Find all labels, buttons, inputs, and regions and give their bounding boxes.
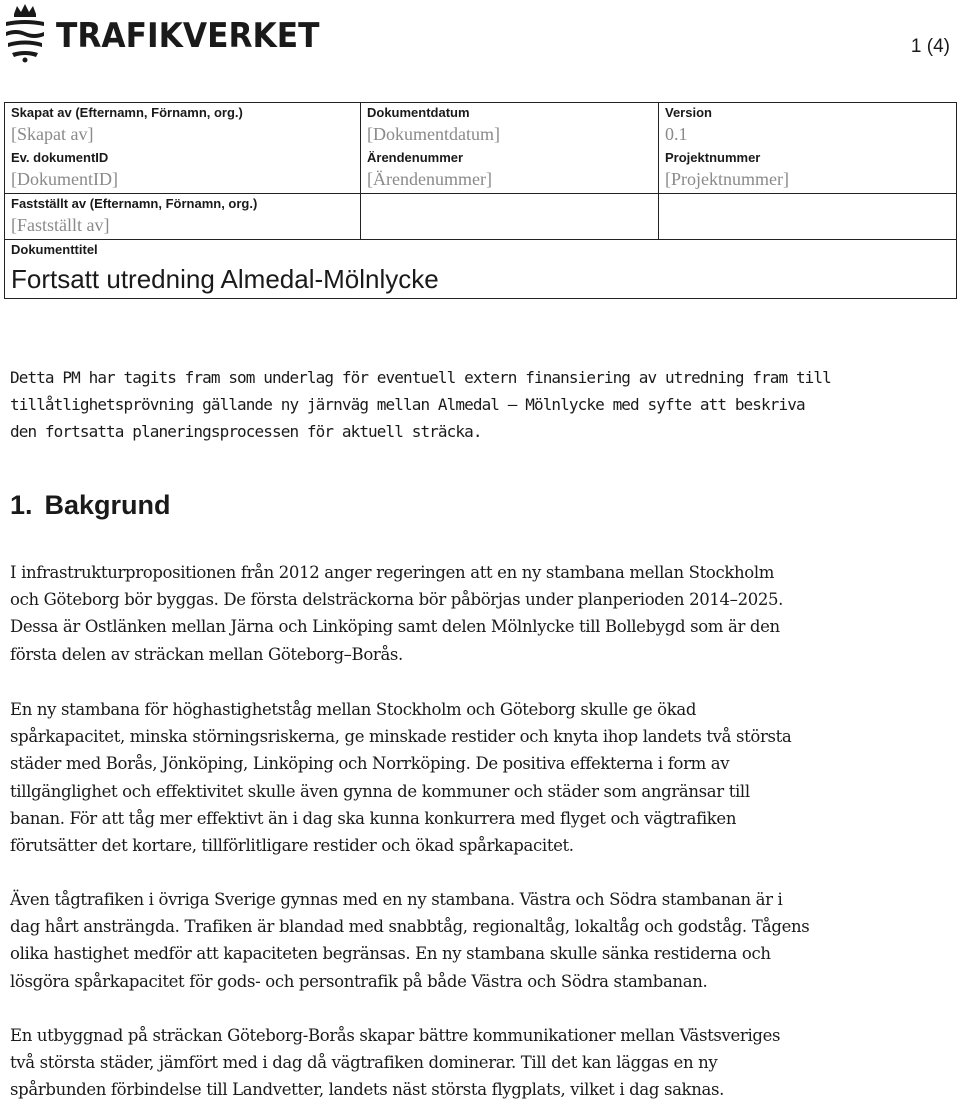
page-header — [0, 0, 960, 70]
paragraph-line: spårkapacitet, minska störningsriskerna, ge minskade restider och knyta ihop landets två största — [10, 727, 792, 747]
metadata-row — [5, 103, 957, 149]
document-id-field[interactable]: [DokumentID] — [11, 169, 118, 189]
document-date-cell — [361, 103, 659, 149]
document-id-cell — [5, 148, 361, 194]
body-paragraph — [10, 1022, 945, 1104]
paragraph-line: Även tågtrafiken i övriga Sverige gynnas med en ny stambana. Västra och Södra stambanan är i — [10, 890, 783, 909]
document-date-field[interactable]: [Dokumentdatum] — [367, 124, 500, 144]
empty-cell — [659, 194, 957, 240]
section-number: 1. — [10, 490, 33, 520]
document-title-field[interactable]: Fortsatt utredning Almedal-Mölnlycke — [11, 264, 439, 294]
case-number-cell — [361, 148, 659, 194]
intro-line: tillåtlighetsprövning gällande ny järnväg mellan Almedal – Mölnlycke med syfte att beskriva — [10, 395, 805, 414]
document-metadata-table — [4, 102, 957, 299]
paragraph-line: banan. För att tåg mer effektivt än i dag ska kunna konkurrera med flyget och vägtrafiken — [10, 808, 737, 828]
metadata-row — [5, 194, 957, 240]
crown-logo-icon — [2, 2, 48, 64]
paragraph-line: tillgänglighet och effektivitet skulle även gynna de kommuner och städer som angränsar till — [10, 781, 750, 801]
section-title: Bakgrund — [44, 490, 171, 520]
paragraph-line: spårbunden förbindelse till Landvetter, landets näst största flygplats, vilket i dag saknas. — [10, 1080, 724, 1100]
empty-cell — [361, 194, 659, 240]
created-by-field[interactable]: [Skapat av] — [11, 124, 94, 144]
created-by-label: Skapat av (Efternamn, Förnamn, org.) — [11, 105, 243, 120]
intro-paragraph — [10, 364, 940, 445]
metadata-row — [5, 240, 957, 299]
page-number: 1 (4) — [910, 36, 950, 57]
paragraph-line: En ny stambana för höghastighetståg mellan Stockholm och Göteborg skulle ge ökad — [10, 700, 697, 719]
created-by-cell — [5, 103, 361, 149]
section-heading — [10, 490, 171, 521]
logo-wordmark: TRAFIKVERKET — [56, 16, 320, 56]
paragraph-line: I infrastrukturpropositionen från 2012 anger regeringen att en ny stambana mellan Stockholm — [10, 563, 775, 582]
paragraph-line: Dessa är Ostlänken mellan Järna och Linköping samt delen Mölnlycke till Bollebygd som är den — [10, 617, 780, 637]
paragraph-line: olika hastighet medför att kapaciteten begränsas. En ny stambana skulle sänka restiderna och — [10, 944, 771, 964]
document-title-cell — [5, 240, 957, 299]
paragraph-line: lösgöra spårkapacitet för gods- och persontrafik på både Västra och Södra stambanan. — [10, 971, 708, 991]
metadata-row — [5, 148, 957, 194]
body-paragraph — [10, 559, 945, 668]
body-paragraph — [10, 886, 945, 995]
project-number-cell — [659, 148, 957, 194]
project-number-field[interactable]: [Projektnummer] — [665, 169, 789, 189]
approved-by-cell — [5, 194, 361, 240]
document-id-label: Ev. dokumentID — [11, 150, 109, 165]
project-number-label: Projektnummer — [665, 150, 761, 165]
paragraph-line: förutsätter det kortare, tillförlitligare restider och ökad spårkapacitet. — [10, 836, 574, 856]
document-title-label: Dokumenttitel — [11, 242, 98, 257]
intro-line: Detta PM har tagits fram som underlag för eventuell extern finansiering av utredning fram till — [10, 368, 831, 387]
approved-by-field[interactable]: [Fastställt av] — [11, 215, 110, 235]
case-number-field[interactable]: [Ärendenummer] — [367, 169, 492, 189]
version-cell — [659, 103, 957, 149]
approved-by-label: Fastställt av (Efternamn, Förnamn, org.) — [11, 196, 258, 211]
paragraph-line: två största städer, jämfört med i dag då vägtrafiken dominerar. Till det kan läggas en ny — [10, 1053, 718, 1073]
document-date-label: Dokumentdatum — [367, 105, 470, 120]
paragraph-line: dag hårt ansträngda. Trafiken är blandad med snabbtåg, regionaltåg, lokaltåg och godståg. Tågens — [10, 917, 810, 937]
case-number-label: Ärendenummer — [367, 150, 464, 165]
body-paragraph — [10, 696, 945, 859]
paragraph-line: städer med Borås, Jönköping, Linköping och Norrköping. De positiva effekterna i form av — [10, 754, 730, 774]
version-label: Version — [665, 105, 712, 120]
trafikverket-logo — [2, 2, 342, 64]
version-field[interactable]: 0.1 — [665, 124, 688, 144]
paragraph-line: första delen av sträckan mellan Göteborg–Borås. — [10, 644, 403, 664]
paragraph-line: och Göteborg bör byggas. De första delsträckorna bör påbörjas under planperioden 2014–2025. — [10, 590, 784, 610]
intro-line: den fortsatta planeringsprocessen för aktuell sträcka. — [10, 422, 482, 441]
paragraph-line: En utbyggnad på sträckan Göteborg-Borås skapar bättre kommunikationer mellan Västsveriges — [10, 1026, 781, 1045]
